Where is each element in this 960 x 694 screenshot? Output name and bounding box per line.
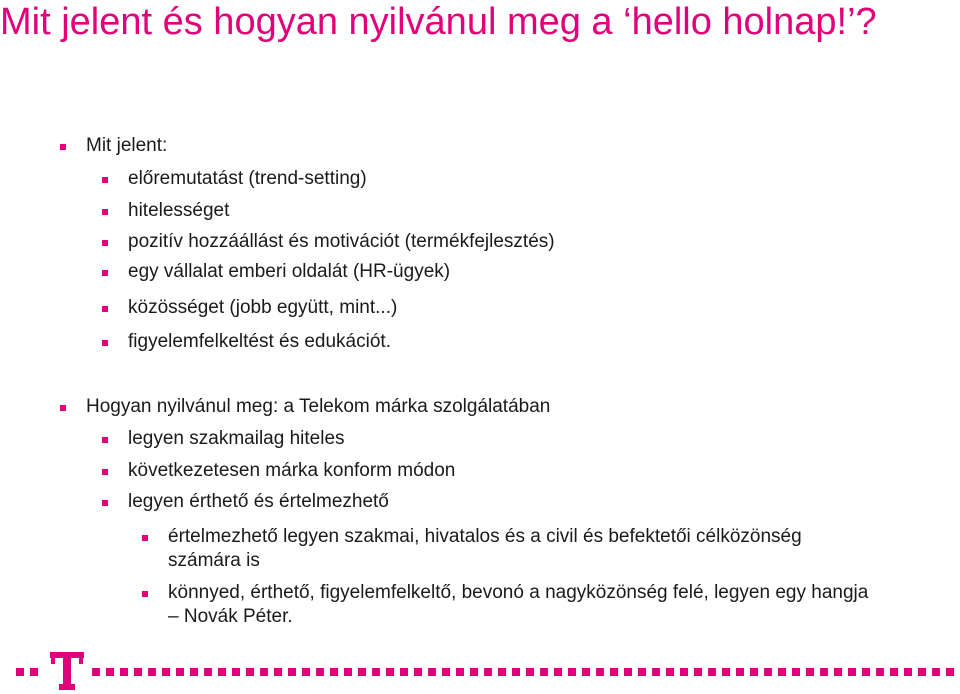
sub-list-item-line: számára is [168, 550, 260, 571]
footer-dot [414, 668, 422, 676]
bullet-icon [102, 500, 108, 506]
bullet-icon [60, 405, 66, 411]
footer-dot [750, 668, 758, 676]
list-item: előremutatást (trend-setting) [128, 168, 367, 189]
bullet-icon [102, 240, 108, 246]
footer-dot [526, 668, 534, 676]
footer-bar [0, 648, 960, 694]
footer-dot [792, 668, 800, 676]
bullet-icon [102, 340, 108, 346]
footer-dot [918, 668, 926, 676]
footer-dot [610, 668, 618, 676]
list-item: figyelemfelkeltést és edukációt. [128, 331, 391, 352]
slide-title: Mit jelent és hogyan nyilvánul meg a ‘hello holnap!’? [0, 1, 877, 43]
footer-dot [400, 668, 408, 676]
footer-dot [708, 668, 716, 676]
footer-dot [890, 668, 898, 676]
footer-dot [498, 668, 506, 676]
footer-dot [288, 668, 296, 676]
footer-dot [470, 668, 478, 676]
footer-dot [624, 668, 632, 676]
bullet-icon [102, 270, 108, 276]
footer-dot [442, 668, 450, 676]
list-item: legyen szakmailag hiteles [128, 428, 345, 449]
footer-dot [246, 668, 254, 676]
footer-dot [358, 668, 366, 676]
footer-dot [694, 668, 702, 676]
list-item: hitelességet [128, 200, 230, 221]
footer-dot [582, 668, 590, 676]
sub-list-item [168, 525, 802, 573]
footer-dot [806, 668, 814, 676]
section-heading: Hogyan nyilvánul meg: a Telekom márka szolgálatában [86, 396, 551, 417]
footer-dot [764, 668, 772, 676]
footer-dot [848, 668, 856, 676]
footer-dot [30, 668, 38, 676]
footer-dot [540, 668, 548, 676]
sub-list-item-line: értelmezhető legyen szakmai, hivatalos és a civil és befektetői célközönség [168, 526, 802, 547]
footer-dot [512, 668, 520, 676]
footer-dot [106, 668, 114, 676]
footer-dot [386, 668, 394, 676]
footer-dot [862, 668, 870, 676]
bullet-icon [102, 437, 108, 443]
footer-dot [932, 668, 940, 676]
footer-dot [274, 668, 282, 676]
footer-dot [120, 668, 128, 676]
footer-dot [344, 668, 352, 676]
footer-dot [428, 668, 436, 676]
footer-dot [148, 668, 156, 676]
section-heading: Mit jelent: [86, 135, 168, 156]
bullet-icon [102, 177, 108, 183]
footer-dot [596, 668, 604, 676]
footer-dot [736, 668, 744, 676]
bullet-icon [102, 209, 108, 215]
footer-dot [778, 668, 786, 676]
footer-dot [876, 668, 884, 676]
footer-dot [176, 668, 184, 676]
footer-dot [946, 668, 954, 676]
bullet-icon [102, 469, 108, 475]
footer-dot [652, 668, 660, 676]
footer-dot [568, 668, 576, 676]
footer-dot [92, 668, 100, 676]
footer-dot [680, 668, 688, 676]
footer-dot [316, 668, 324, 676]
sub-list-item [168, 581, 868, 629]
list-item: legyen érthető és értelmezhető [128, 491, 389, 512]
footer-dot [484, 668, 492, 676]
footer-dot [190, 668, 198, 676]
footer-dot [302, 668, 310, 676]
footer-dot [456, 668, 464, 676]
footer-dot [232, 668, 240, 676]
footer-dot [204, 668, 212, 676]
footer-dot [904, 668, 912, 676]
list-item: közösséget (jobb együtt, mint...) [128, 297, 398, 318]
footer-dot [218, 668, 226, 676]
footer-dot [16, 668, 24, 676]
footer-dot [722, 668, 730, 676]
footer-dot [834, 668, 842, 676]
bullet-icon [142, 535, 148, 541]
footer-dot [666, 668, 674, 676]
list-item: következetesen márka konform módon [128, 460, 456, 481]
list-item: pozitív hozzáállást és motivációt (termékfejlesztés) [128, 231, 555, 252]
footer-dot [330, 668, 338, 676]
bullet-icon [102, 306, 108, 312]
footer-dot [162, 668, 170, 676]
sub-list-item-line: – Novák Péter. [168, 606, 293, 627]
sub-list-item-line: könnyed, érthető, figyelemfelkeltő, bevonó a nagyközönség felé, legyen egy hangja [168, 582, 869, 603]
footer-dot [638, 668, 646, 676]
footer-dot [554, 668, 562, 676]
footer-dot [372, 668, 380, 676]
telekom-t-logo-icon [50, 652, 84, 692]
footer-dot [260, 668, 268, 676]
footer-dot [820, 668, 828, 676]
bullet-icon [60, 144, 66, 150]
footer-dot [134, 668, 142, 676]
bullet-icon [142, 591, 148, 597]
list-item: egy vállalat emberi oldalát (HR-ügyek) [128, 261, 451, 282]
